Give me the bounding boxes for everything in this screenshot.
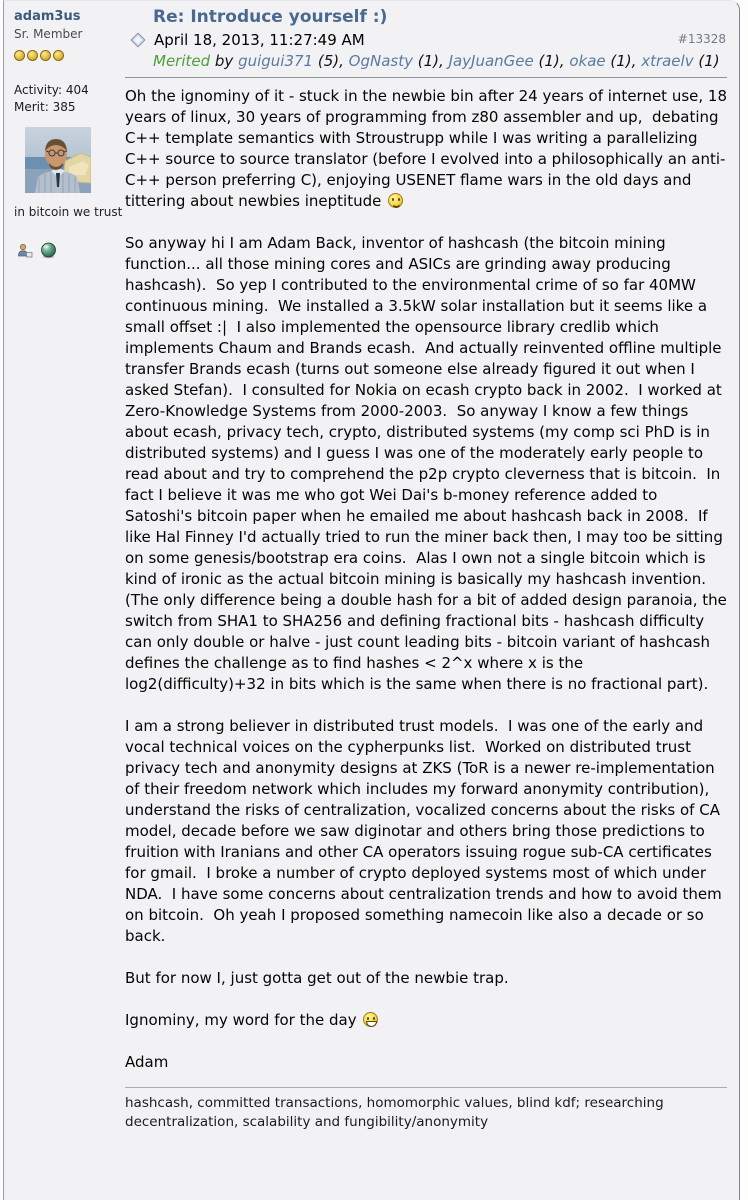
post-paragraph: Ignominy, my word for the day — [125, 1010, 727, 1031]
post-body — [125, 86, 732, 1073]
rank-star-icon — [27, 50, 38, 61]
post-paragraph: Oh the ignominy of it - stuck in the newbie bin after 24 years of internet use, 18 years of linux, 30 years of programming from z80 assembler and up, debating C++ template semantics with Stroustrupp while I was writing a parallelizing C++ source to source translator (before I evolved into a philosophically an anti-C++ person preferring C), enjoying USENET flame wars in the old days and tittering about newbies ineptitude — [125, 87, 732, 210]
personal-text: in bitcoin we trust — [14, 205, 123, 219]
merit-user-link[interactable]: xtraelv — [641, 52, 694, 70]
cheesy-emoticon-icon — [363, 1012, 378, 1027]
poster-username-link[interactable]: adam3us — [14, 9, 81, 24]
post-date-row — [125, 31, 727, 49]
post-title-link[interactable]: Re: Introduce yourself :) — [153, 7, 388, 27]
website-icon[interactable] — [40, 242, 57, 259]
poster-activity: Activity: 404 — [14, 83, 89, 97]
poster-rank: Sr. Member — [14, 27, 83, 41]
merit-user-link[interactable]: OgNasty — [348, 52, 413, 70]
post-date: April 18, 2013, 11:27:49 AM — [154, 31, 365, 49]
view-profile-icon[interactable] — [17, 243, 33, 258]
rank-star-icon — [53, 50, 64, 61]
poster-sidebar — [4, 1, 123, 1200]
merited-label: Merited — [153, 52, 211, 70]
header-divider — [125, 77, 727, 78]
post-paragraph: So anyway hi I am Adam Back, inventor of hashcash (the bitcoin mining function... all those mining cores and ASICs are grinding away producing hashcash). So yep I contributed to the environmental crime of so far 40MW continuous mining. We installed a 3.5kW solar installation but it seems like a small offset :| I also implemented the opensource library credlib which implements Chaum and Brands ecash. And actually reinvented offline multiple transfer Brands ecash (turns out someone else already figured it out when I asked Stefan). I consulted for Nokia on ecash crypto back in 2002. I worked at Zero-Knowledge Systems from 2000-2003. So anyway I know a few things about ecash, privacy tech, crypto, distributed systems (my comp sci PhD is in distributed systems) and I guess I was one of the moderately early people to read about and try to comprehend the p2p crypto cleverness that is bitcoin. In fact I believe it was me who got Wei Dai's b-money reference added to Satoshi's bitcoin paper when he emailed me about hashcash back in 2008. If like Hal Finney I'd actually tried to run the miner back then, I may too be sitting on some genesis/bootstrap era coins. Alas I own not a single bitcoin which is kind of ironic as the actual bitcoin mining is basically my hashcash invention. (The only difference being a double hash for a bit of added design paranoia, the switch from SHA1 to SHA256 and defining fractional bits - hashcash difficulty can only double or halve - just count leading bits - bitcoin variant of hashcash defines the challenge as to find hashes < 2^x where x is the log2(difficulty)+32 in bits which is the same when there is no fractional part). — [125, 234, 732, 693]
avatar — [25, 127, 91, 193]
poster-merit: Merit: 385 — [14, 100, 76, 114]
merit-user-link[interactable]: JayJuanGee — [448, 52, 534, 70]
merit-user-link[interactable]: okae — [569, 52, 606, 70]
post-paragraph: I am a strong believer in distributed trust models. I was one of the early and vocal technical voices on the cypherpunks list. Worked on distributed trust privacy tech and anonymity designs at ZKS (ToR is a newer re-implementation of their freedom network which includes my forward anonymity contribution), understand the risks of centralization, vocalized concerns about the risks of CA model, decade before we saw diginotar and others bring those predictions to fruition with Iranians and other CA operators issuing rogue sub-CA certificates for gmail. I broke a number of crypto deployed systems most of which under NDA. I have some concerns about centralization trends and how to avoid them on bitcoin. Oh yeah I proposed something namecoin like also a decade or so back. — [125, 717, 727, 945]
rank-star-icon — [40, 50, 51, 61]
signature-divider — [125, 1087, 727, 1088]
post-content — [123, 1, 739, 1200]
signature: hashcash, committed transactions, homomorphic values, blind kdf; researching decentralization, scalability and fungibility/anonymity — [125, 1095, 664, 1130]
post-container — [3, 0, 740, 1200]
merited-by-line: Merited by guigui371 (5), OgNasty (1), JayJuanGee (1), okae (1), xtraelv (1) — [153, 52, 720, 70]
post-paragraph: Adam — [125, 1053, 169, 1071]
smiley-emoticon-icon — [388, 193, 403, 208]
post-number-link[interactable]: #13328 — [677, 32, 726, 46]
post-paragraph: But for now I, just gotta get out of the newbie trap. — [125, 969, 509, 987]
rank-star-icon — [14, 50, 25, 61]
profile-icons-row — [17, 242, 123, 259]
poster-rank-stars — [14, 46, 123, 58]
post-message-icon — [130, 32, 146, 48]
merit-user-link[interactable]: guigui371 — [238, 52, 314, 70]
